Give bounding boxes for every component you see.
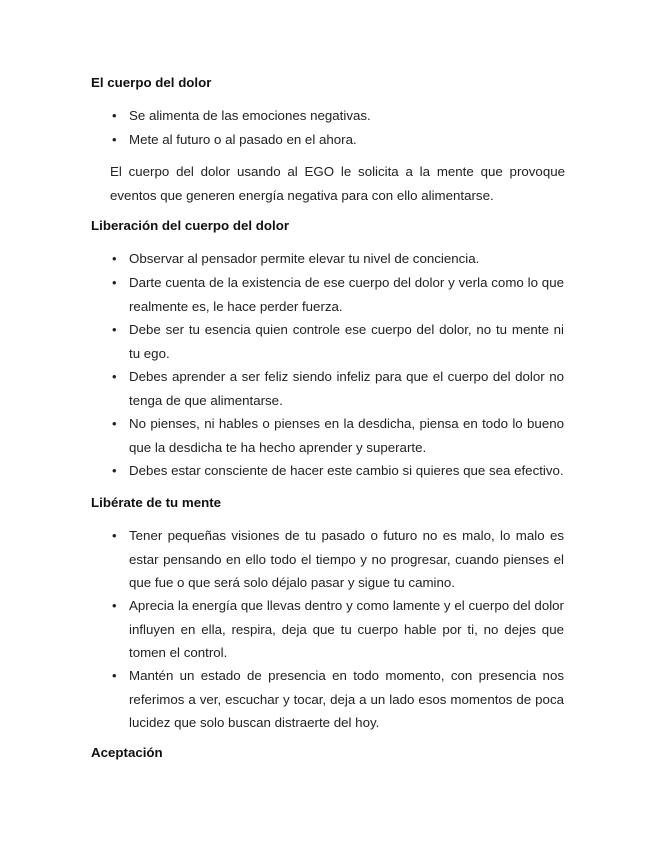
list-item-text: Se alimenta de las emociones negativas.	[129, 108, 371, 123]
bullet-list-liberacion	[0, 247, 655, 483]
list-item-text: Aprecia la energía que llevas dentro y como lamente y el cuerpo del dolor influyen en ella, respira, deja que tu cuerpo hable por ti, no dejes que tomen el control.	[129, 598, 564, 660]
bullet-icon: •	[112, 528, 117, 543]
bullet-icon: •	[112, 251, 117, 266]
list-item-text: No pienses, ni hables o pienses en la desdicha, piensa en todo lo bueno que la desdicha te ha hecho aprender y superarte.	[129, 416, 564, 455]
bullet-list-liberate	[0, 524, 655, 734]
bullet-icon: •	[112, 463, 117, 478]
bullet-icon: •	[112, 369, 117, 384]
list-item-text: Observar al pensador permite elevar tu nivel de conciencia.	[129, 251, 480, 266]
list-item-text: Debes aprender a ser feliz siendo infeliz para que el cuerpo del dolor no tenga de que alimentarse.	[129, 369, 564, 408]
bullet-icon: •	[112, 275, 117, 290]
list-item	[0, 104, 655, 128]
list-item-text: Mete al futuro o al pasado en el ahora.	[129, 132, 357, 147]
section-heading-aceptacion: Aceptación	[91, 745, 163, 760]
list-item	[0, 318, 655, 365]
paragraph-cuerpo-del-dolor: El cuerpo del dolor usando al EGO le solicita a la mente que provoque eventos que generen energía negativa para con ello alimentarse.	[110, 164, 565, 203]
list-item	[0, 128, 655, 152]
list-item	[0, 271, 655, 318]
list-item-text: Debes estar consciente de hacer este cambio si quieres que sea efectivo.	[129, 463, 564, 478]
list-item	[0, 247, 655, 271]
bullet-icon: •	[112, 668, 117, 683]
list-item	[0, 664, 655, 734]
list-item-text: Debe ser tu esencia quien controle ese cuerpo del dolor, no tu mente ni tu ego.	[129, 322, 564, 361]
section-heading-cuerpo-del-dolor: El cuerpo del dolor	[91, 75, 212, 90]
list-item	[0, 365, 655, 412]
list-item	[0, 524, 655, 594]
list-item	[0, 594, 655, 664]
list-item-text: Tener pequeñas visiones de tu pasado o futuro no es malo, lo malo es estar pensando en ello todo el tiempo y no progresar, cuando pienses el que fue o que será solo déjalo pasar y sigue tu camino.	[129, 528, 564, 590]
list-item-text: Darte cuenta de la existencia de ese cuerpo del dolor y verla como lo que realmente es, le hace perder fuerza.	[129, 275, 564, 314]
bullet-icon: •	[112, 108, 117, 123]
bullet-icon: •	[112, 322, 117, 337]
list-item-text: Mantén un estado de presencia en todo momento, con presencia nos referimos a ver, escuchar y tocar, deja a un lado esos momentos de poca lucidez que solo buscan distraerte del hoy.	[129, 668, 564, 730]
list-item	[0, 459, 655, 483]
bullet-list-cuerpo-del-dolor	[0, 104, 655, 152]
bullet-icon: •	[112, 416, 117, 431]
section-heading-liberacion: Liberación del cuerpo del dolor	[91, 218, 290, 233]
bullet-icon: •	[112, 598, 117, 613]
section-heading-liberate: Libérate de tu mente	[91, 495, 222, 510]
bullet-icon: •	[112, 132, 117, 147]
list-item	[0, 412, 655, 459]
